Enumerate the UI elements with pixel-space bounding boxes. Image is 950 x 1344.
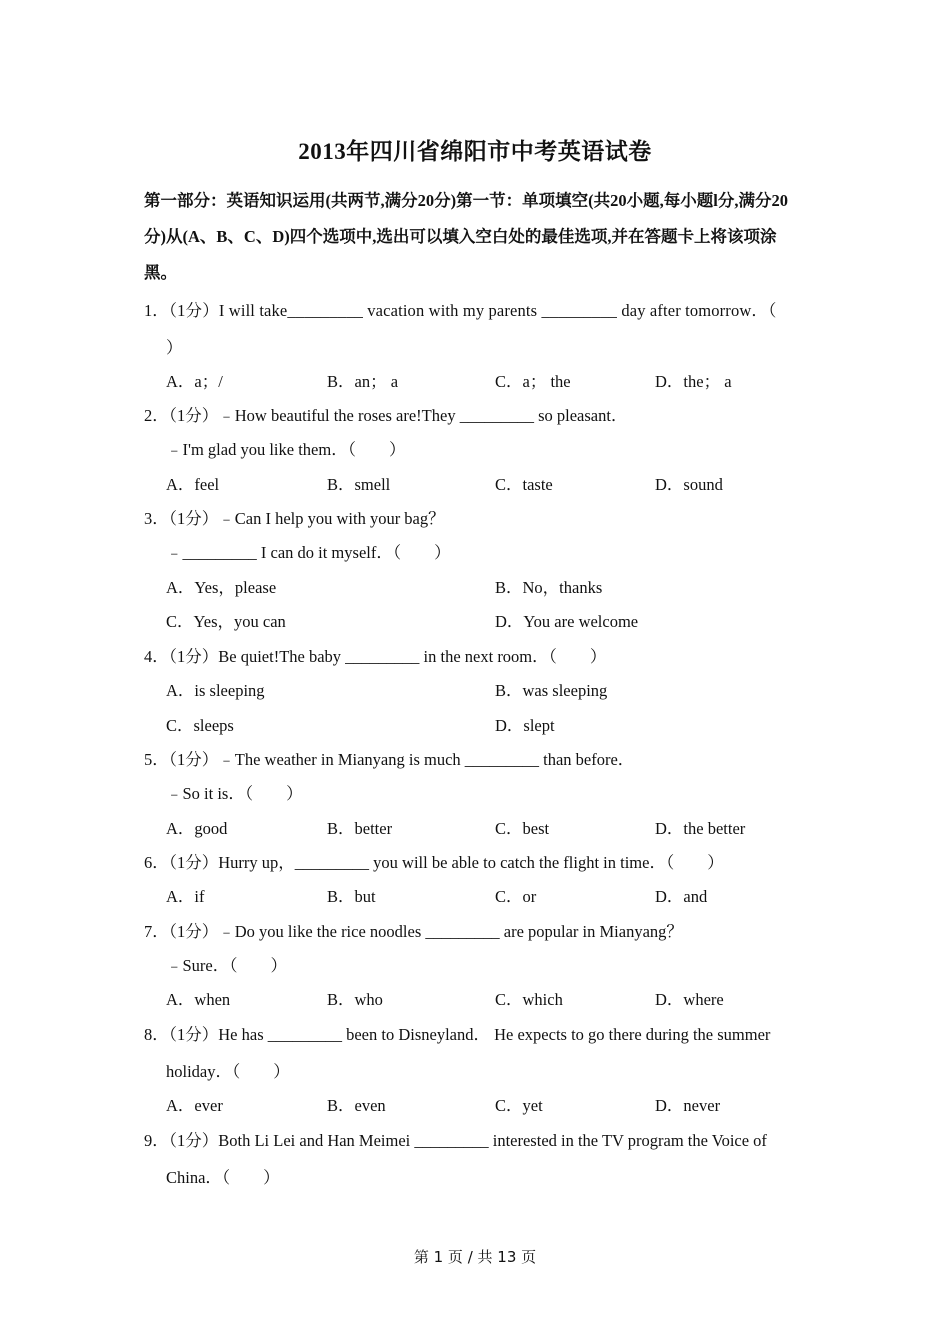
q6-option-a: A．if bbox=[166, 887, 205, 906]
q2-option-c: C．taste bbox=[495, 475, 553, 494]
question-text: （1分）I will take_________ vacation with my parents _________ day after tomorrow．（ bbox=[168, 301, 777, 320]
q1-option-c: C．a； the bbox=[495, 372, 571, 391]
q1-option-a: A．a；/ bbox=[166, 372, 223, 391]
question-2 bbox=[144, 402, 627, 426]
question-4 bbox=[144, 643, 606, 667]
q3-option-b: B．No，thanks bbox=[495, 578, 603, 597]
question-number: 6． bbox=[144, 853, 169, 872]
question-7-cont: ﹣Sure．（ ） bbox=[166, 956, 287, 975]
page-title: 2013年四川省绵阳市中考英语试卷 bbox=[298, 139, 652, 164]
question-7 bbox=[144, 918, 683, 942]
question-1-cont: ） bbox=[166, 338, 183, 357]
q7-option-d: D．where bbox=[655, 990, 724, 1009]
q6-option-b: B．but bbox=[327, 887, 376, 906]
question-number: 9． bbox=[144, 1131, 169, 1150]
question-number: 8． bbox=[144, 1025, 169, 1044]
section-instructions: 第一部分：英语知识运用(共两节,满分20分)第一节：单项填空(共20小题,每小题l分,满分20分)从(A、B、C、D)四个选项中,选出可以填入空白处的最佳选项,并在答题卡上将该项涂黑。 bbox=[144, 191, 788, 282]
question-text: （1分）He has _________ been to Disneyland． He expects to go there during the summer bbox=[168, 1025, 771, 1044]
q8-option-c: C．yet bbox=[495, 1096, 543, 1115]
question-number: 3． bbox=[144, 509, 169, 528]
q4-option-b: B．was sleeping bbox=[495, 681, 608, 700]
question-6 bbox=[144, 849, 724, 873]
q7-option-a: A．when bbox=[166, 990, 231, 1009]
question-8 bbox=[144, 1021, 770, 1045]
q1-option-d: D．the； a bbox=[655, 372, 732, 391]
question-number: 7． bbox=[144, 922, 169, 941]
q2-option-d: D．sound bbox=[655, 475, 723, 494]
q2-option-b: B．smell bbox=[327, 475, 391, 494]
question-text: （1分）﹣How beautiful the roses are!They _________ so pleasant． bbox=[168, 406, 628, 425]
q4-option-d: D．slept bbox=[495, 716, 555, 735]
q1-option-b: B．an； a bbox=[327, 372, 399, 391]
q3-option-c: C．Yes，you can bbox=[166, 612, 286, 631]
question-text: （1分）﹣Can I help you with your bag？ bbox=[168, 509, 445, 528]
question-8-cont: holiday．（ ） bbox=[166, 1062, 290, 1081]
q5-option-b: B．better bbox=[327, 819, 393, 838]
q8-option-a: A．ever bbox=[166, 1096, 223, 1115]
q4-option-a: A．is sleeping bbox=[166, 681, 265, 700]
q4-option-c: C．sleeps bbox=[166, 716, 234, 735]
question-number: 4． bbox=[144, 647, 169, 666]
q8-option-b: B．even bbox=[327, 1096, 386, 1115]
question-number: 5． bbox=[144, 750, 169, 769]
q5-option-a: A．good bbox=[166, 819, 228, 838]
question-9-cont: China．（ ） bbox=[166, 1168, 280, 1187]
question-3 bbox=[144, 505, 445, 529]
question-number: 1． bbox=[144, 301, 169, 320]
question-text: （1分）Be quiet!The baby _________ in the next room．（ ） bbox=[168, 647, 607, 666]
q7-option-c: C．which bbox=[495, 990, 563, 1009]
question-text: （1分）Both Li Lei and Han Meimei _________ interested in the TV program the Voice of bbox=[168, 1131, 767, 1150]
q6-option-c: C．or bbox=[495, 887, 537, 906]
question-5 bbox=[144, 746, 634, 770]
q8-option-d: D．never bbox=[655, 1096, 721, 1115]
q2-option-a: A．feel bbox=[166, 475, 220, 494]
page-footer: 第 1 页 / 共 13 页 bbox=[413, 1248, 537, 1266]
question-text: （1分）﹣The weather in Mianyang is much _________ than before． bbox=[168, 750, 635, 769]
question-number: 2． bbox=[144, 406, 169, 425]
q7-option-b: B．who bbox=[327, 990, 383, 1009]
question-5-cont: ﹣So it is．（ ） bbox=[166, 784, 303, 803]
q3-option-d: D．You are welcome bbox=[495, 612, 639, 631]
question-text: （1分）﹣Do you like the rice noodles _________ are popular in Mianyang？ bbox=[168, 922, 683, 941]
question-1 bbox=[144, 297, 776, 321]
question-text: （1分）Hurry up，_________ you will be able to catch the flight in time．（ ） bbox=[168, 853, 724, 872]
q5-option-c: C．best bbox=[495, 819, 550, 838]
question-3-cont: ﹣_________ I can do it myself．（ ） bbox=[166, 543, 451, 562]
q6-option-d: D．and bbox=[655, 887, 708, 906]
question-9 bbox=[144, 1127, 767, 1151]
q3-option-a: A．Yes，please bbox=[166, 578, 277, 597]
q5-option-d: D．the better bbox=[655, 819, 746, 838]
question-2-cont: ﹣I'm glad you like them．（ ） bbox=[166, 440, 406, 459]
